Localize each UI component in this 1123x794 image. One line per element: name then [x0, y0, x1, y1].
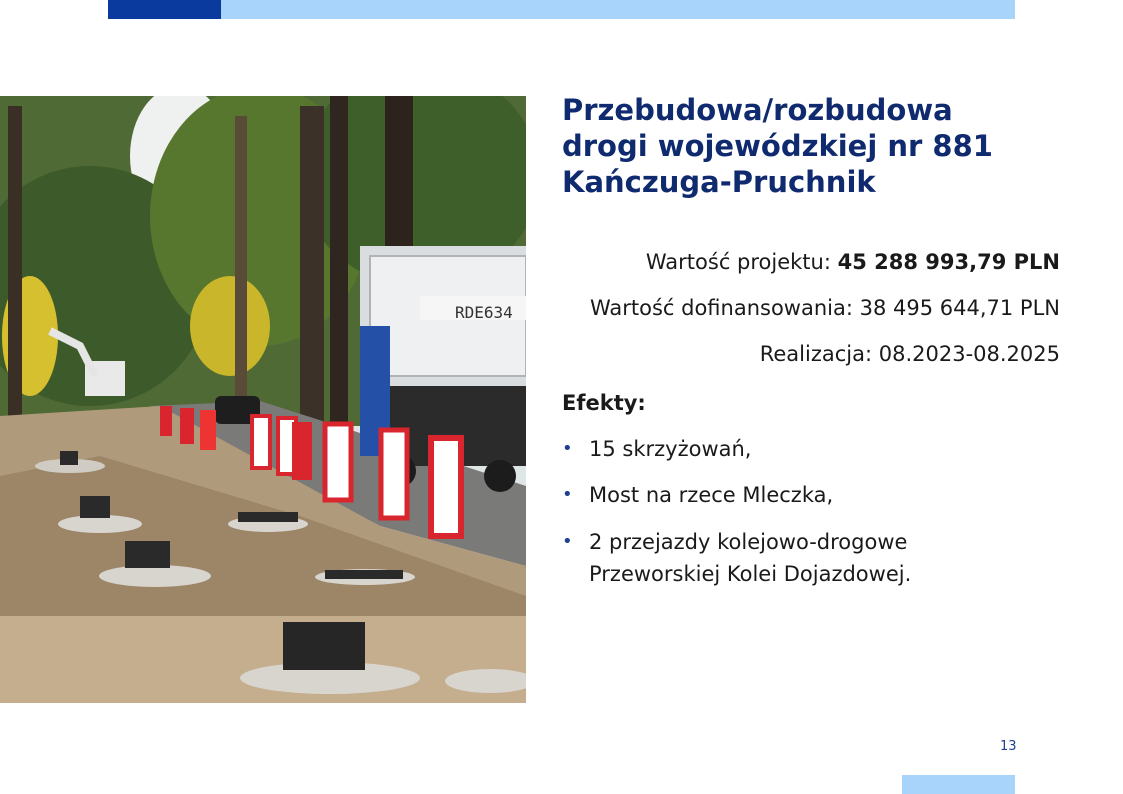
header-bar-dark	[108, 0, 221, 19]
cofinancing-value: Wartość dofinansowania: 38 495 644,71 PLN	[589, 296, 1060, 320]
footer-bar	[902, 775, 1015, 794]
effects-heading: Efekty:	[562, 391, 646, 415]
effect-text: 2 przejazdy kolejowo-drogowe Przeworskiej Kolei Dojazdowej.	[589, 530, 912, 586]
truck-plate-text: RDE634	[455, 303, 513, 322]
realization-dates: Realizacja: 08.2023-08.2025	[759, 342, 1060, 366]
list-item	[562, 434, 1032, 464]
project-value-amount: 45 288 993,79 PLN	[837, 250, 1060, 274]
bullet-icon: •	[562, 484, 573, 505]
effect-text: Most na rzece Mleczka,	[589, 483, 834, 507]
list-item	[562, 526, 1032, 590]
project-value	[540, 248, 1060, 276]
project-value-label: Wartość projektu:	[645, 250, 838, 274]
bullet-icon: •	[562, 531, 573, 552]
effect-text: 15 skrzyżowań,	[589, 437, 752, 461]
effects-list	[562, 434, 1032, 606]
bullet-icon: •	[562, 438, 573, 459]
page-number: 13	[1000, 739, 1017, 754]
list-item	[562, 480, 1032, 510]
header-bar-light	[221, 0, 1015, 19]
slide-title: Przebudowa/rozbudowa drogi wojewódzkiej nr 881 Kańczuga-Pruchnik	[562, 93, 993, 199]
road-construction-photo	[0, 96, 526, 703]
